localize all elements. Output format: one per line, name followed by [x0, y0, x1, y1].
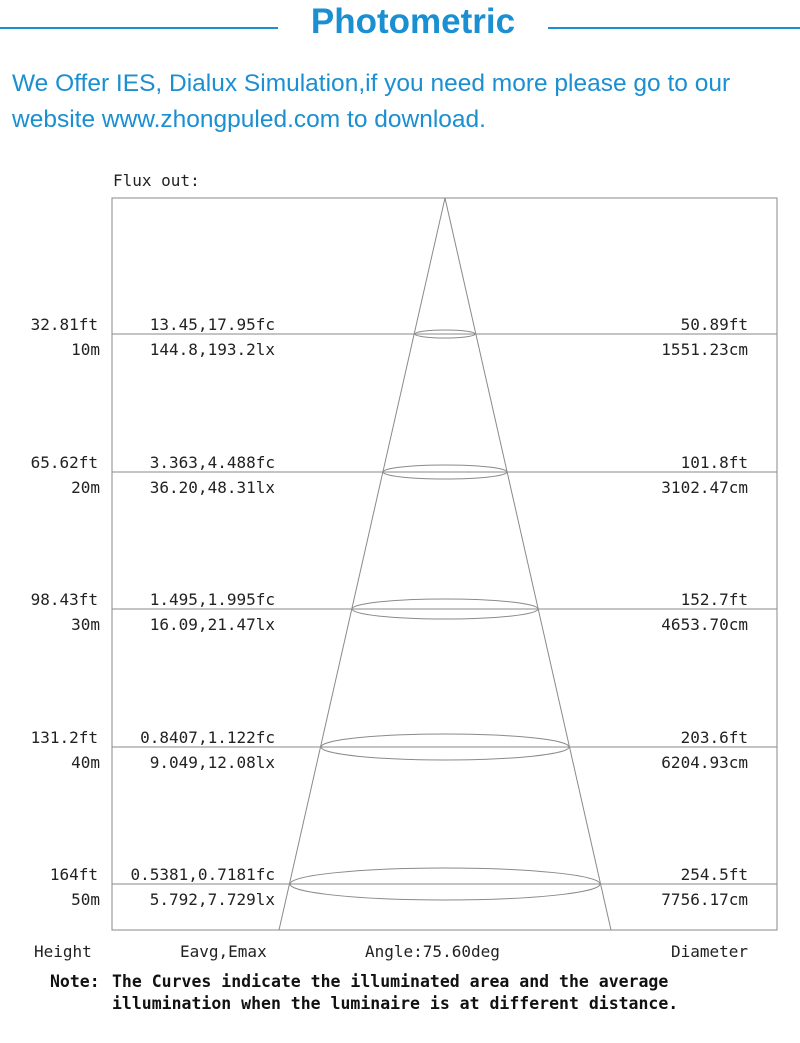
- header: [0, 0, 800, 50]
- beam-angle-label: Angle:75.60deg: [365, 942, 500, 961]
- illum-fc-label: 0.5381,0.7181fc: [130, 865, 275, 884]
- illum-lx-label: 36.20,48.31lx: [149, 478, 275, 497]
- intro-text: [12, 66, 792, 138]
- illum-lx-label: 5.792,7.729lx: [149, 890, 275, 909]
- diameter-ft-label: 203.6ft: [680, 728, 748, 747]
- diameter-cm-label: 1551.23cm: [661, 340, 748, 359]
- note-line-2: illumination when the luminaire is at different distance.: [112, 994, 679, 1013]
- diameter-ft-label: 254.5ft: [680, 865, 748, 884]
- note-line-1: The Curves indicate the illuminated area and the average: [112, 972, 669, 991]
- diameter-cm-label: 7756.17cm: [661, 890, 748, 909]
- header-rule-left: [0, 27, 278, 29]
- note: [50, 971, 795, 1015]
- height-m-label: 30m: [71, 615, 100, 634]
- flux-out-label: Flux out:: [113, 171, 200, 190]
- diameter-cm-label: 4653.70cm: [661, 615, 748, 634]
- height-ft-label: 65.62ft: [30, 453, 98, 472]
- photometric-diagram: [0, 150, 800, 965]
- illum-fc-label: 0.8407,1.122fc: [140, 728, 275, 747]
- note-label: Note:: [50, 972, 100, 991]
- height-ft-label: 164ft: [49, 865, 98, 884]
- illum-lx-label: 144.8,193.2lx: [149, 340, 275, 359]
- height-ft-label: 32.81ft: [30, 315, 98, 334]
- diameter-cm-label: 3102.47cm: [661, 478, 748, 497]
- illum-fc-label: 13.45,17.95fc: [149, 315, 275, 334]
- eavg-emax-label: Eavg,Emax: [180, 942, 267, 961]
- illum-lx-label: 16.09,21.47lx: [149, 615, 275, 634]
- diameter-ft-label: 101.8ft: [680, 453, 748, 472]
- height-axis-label: Height: [34, 942, 92, 961]
- illum-lx-label: 9.049,12.08lx: [149, 753, 275, 772]
- intro-line-1: We Offer IES, Dialux Simulation,if you need more please go to our: [12, 70, 731, 97]
- diameter-ft-label: 50.89ft: [680, 315, 748, 334]
- cone-edge-left: [279, 198, 445, 930]
- illum-fc-label: 3.363,4.488fc: [149, 453, 275, 472]
- page-title: Photometric: [310, 2, 516, 41]
- header-rule-right: [548, 27, 800, 29]
- height-ft-label: 131.2ft: [30, 728, 98, 747]
- height-m-label: 40m: [71, 753, 100, 772]
- height-m-label: 10m: [71, 340, 100, 359]
- diagram-frame: [112, 198, 777, 930]
- height-m-label: 20m: [71, 478, 100, 497]
- height-ft-label: 98.43ft: [30, 590, 98, 609]
- cone-edge-right: [445, 198, 611, 930]
- intro-line-2: website www.zhongpuled.com to download.: [12, 106, 486, 133]
- illum-fc-label: 1.495,1.995fc: [149, 590, 275, 609]
- diameter-cm-label: 6204.93cm: [661, 753, 748, 772]
- diameter-axis-label: Diameter: [670, 942, 748, 961]
- height-m-label: 50m: [71, 890, 100, 909]
- diameter-ft-label: 152.7ft: [680, 590, 748, 609]
